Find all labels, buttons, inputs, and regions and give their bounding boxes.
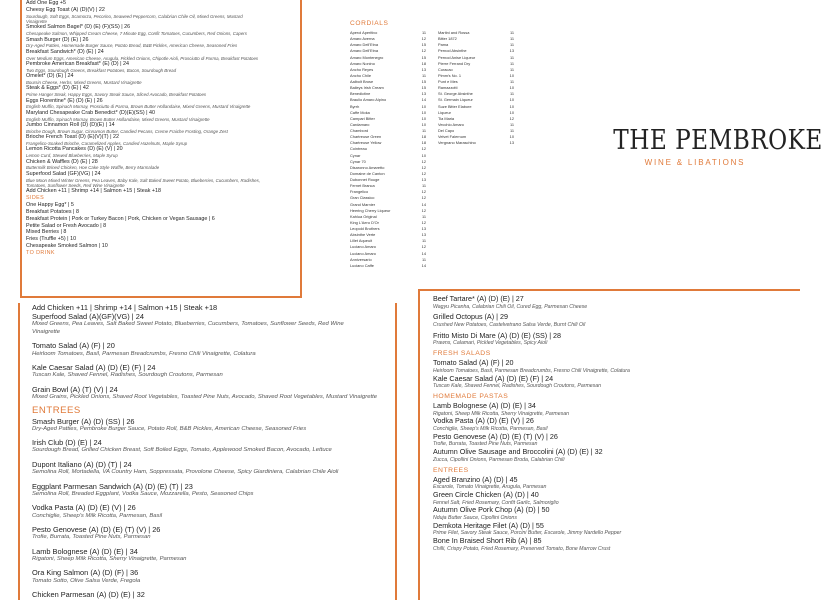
cordial-price: 18 — [421, 60, 426, 66]
menu-item-description: Zucca, Cipollini Onions, Parmesan Broda, Calabrian Chili — [433, 456, 565, 463]
cordial-price: 13 — [421, 226, 426, 231]
side-item: Breakfast Potatoes | 8 — [26, 209, 79, 216]
menu-item-description: Vinaigrette — [26, 19, 47, 24]
cordial-name: Ancho Reyes — [350, 66, 374, 72]
to-drink-heading: TO DRINK — [26, 249, 55, 256]
cordial-price: 12 — [421, 164, 426, 170]
cordial-price: 12 — [421, 158, 426, 164]
menu-item-name: Pesto Genovese (A) (D) (E) (T) (V) | 26 — [32, 525, 161, 535]
menu-item-name: Superfood Salad (GF)(VG) | 24 — [26, 170, 101, 177]
cordial-price: 11 — [421, 256, 426, 262]
menu-item-name: Green Circle Chicken (A) (D) | 40 — [433, 489, 539, 499]
cordial-name: Bitter 1872 — [438, 36, 457, 42]
cordial-name: Amaro Dell'Etna — [350, 42, 378, 48]
menu-item-description: Nduja Butter Sauce, Cipollini Onions — [433, 514, 517, 521]
menu-item-description: Frangelico-Soaked Brioche, Caramelized Apples, Candied Hazelnuts, Maple Syrup — [26, 141, 188, 147]
menu-item-name: Grilled Octopus (A) | 29 — [433, 312, 508, 322]
cordial-name: Amaro Averna — [350, 36, 375, 42]
menu-item-name: Breakfast Sandwich* (D) (E) | 24 — [26, 48, 104, 55]
menu-item-description: Mixed Grains, Pickled Onions, Shaved Root Vegetables, Toasted Pine Nuts, Avocado, Shaved Root Vegetables, Mustard Vinaigrette — [32, 394, 378, 401]
cordial-name: Gran Classico — [350, 195, 375, 201]
cordial-name: King L'Aero D'Or — [350, 219, 379, 225]
menu-item-description: Fennel Salt, Fried Rosemary, Confit Garlic, Salmoriglio — [433, 499, 559, 506]
menu-item-name: Vodka Pasta (A) (D) (E) (V) | 26 — [433, 416, 534, 426]
entrees-heading: ENTREES — [32, 404, 81, 416]
cordial-price: 15 — [421, 79, 426, 84]
side-item: Fries (Truffle +5) | 10 — [26, 236, 77, 243]
menu-item-name: Vodka Pasta (A) (D) (E) (V) | 26 — [32, 503, 136, 513]
cordial-price: 14 — [421, 250, 426, 256]
cordial-price: 13 — [509, 140, 514, 146]
section-heading: HOMEMADE PASTAS — [433, 392, 509, 400]
cordial-name: Chambord — [350, 128, 369, 133]
cordial-price: 11 — [509, 128, 514, 133]
menu-item-name: Aged Branzino (A) (D) | 45 — [433, 474, 518, 484]
cordial-price: 11 — [509, 36, 514, 42]
cordial-row — [438, 140, 514, 146]
cordial-price: 10 — [509, 134, 514, 140]
cordial-name: Amaro Montenegro — [350, 54, 384, 60]
cordial-name: Luciano Amaro — [350, 250, 376, 256]
cordial-price: 12 — [421, 195, 426, 201]
menu-item-name: Grain Bowl (A) (T) (V) | 24 — [32, 384, 118, 394]
cordial-name: Chartreuse Green — [350, 134, 382, 140]
cordials-heading: CORDIALS — [350, 20, 389, 27]
cordial-name: Ancho Chile — [350, 72, 371, 78]
cordial-name: Kahlua Original — [350, 213, 377, 219]
menu-item-name: Irish Club (D) (E) | 24 — [32, 438, 102, 448]
cordial-name: Chartreuse Yellow — [350, 140, 382, 146]
menu-item-description: Trofie, Burrata, Toasted Pine Nuts, Parmesan — [433, 441, 538, 448]
menu-item-description: Brioche Dough, Brown Sugar, Cinnamon Butter, Candied Pecans, Creme Fraiche Frosting, Orange Zest — [26, 128, 228, 134]
menu-item-name: Smoked Salmon Bagel* (D) (E) (F)(SS) | 26 — [26, 24, 131, 31]
menu-item-description: Dry-Aged Patties, Pembroke Burger Sauce, Potato Roll, B&B Pickles, American Cheese, Seasoned Fries — [32, 425, 307, 432]
cordial-price: 10 — [509, 97, 514, 103]
cordial-price: 12 — [421, 189, 426, 195]
cordial-name: Dubonnet Rouge — [350, 177, 380, 182]
cordial-price: 14 — [421, 262, 426, 268]
cordial-name: Braulio Amaro Alpino — [350, 97, 387, 103]
menu-item-name: Lamb Bolognese (A) (D) (E) | 34 — [32, 546, 138, 556]
cordial-price: 11 — [509, 30, 514, 35]
cordial-name: Cynar 70 — [350, 158, 366, 164]
cordial-price: 14 — [421, 201, 426, 207]
menu-item-name: Brioche French Toast (D) (E)(V)(T) | 22 — [26, 134, 119, 141]
cordial-name: Ramazzotti — [438, 85, 458, 91]
cordial-name: Amaro Dell'Etna — [350, 48, 378, 54]
menu-item-name: Eggs Florentine* (E) (D) (E) | 26 — [26, 97, 103, 104]
menu-item-description: Vinaigrette — [32, 328, 61, 335]
menu-item-name: Chicken Parmesan (A) (D) (E) | 32 — [32, 590, 145, 600]
menu-item-description: Over Medium Eggs, American Cheese, Arugula, Pickled Onions, Chipotle Aioli, Prosciutto di Parma, Breakfast Potatoes — [26, 55, 259, 61]
cordial-price: 11 — [509, 42, 514, 48]
cordial-price: 13 — [421, 91, 426, 97]
menu-item-name: Autumn Olive Sausage and Broccolini (A) (D) (E) | 32 — [433, 447, 603, 457]
divider-top-right — [418, 289, 800, 291]
side-item: One Happy Egg* | 5 — [26, 202, 74, 209]
cordial-name: Heering Cherry Liqueur — [350, 207, 391, 213]
section-heading: FRESH SALADS — [433, 350, 491, 358]
divider-bottom-left — [18, 303, 20, 600]
side-item: Mixed Berries | 8 — [26, 229, 67, 236]
cordial-price: 11 — [421, 128, 426, 133]
cordial-price: 10 — [509, 72, 514, 78]
cordial-price: 11 — [509, 60, 514, 66]
menu-item-description: Two Eggs, Sourdough Greens, Breakfast Potatoes, Bacon, Sourdough Bread — [26, 67, 177, 73]
menu-item-name: Pembroke American Breakfast* (E) (D) | 24 — [26, 61, 129, 68]
cordial-price: 12 — [421, 146, 426, 152]
menu-item-description: Prime Filet, Savory Steak Sauce, Porcini Butter, Escarole, Jimmy Nardello Pepper — [433, 530, 622, 537]
cordial-name: Leopold Brothers — [350, 226, 380, 231]
menu-item-description: English Muffin, Spinach Mornay, Brown Butter Hollandaise, Mixed Greens, Mustard Vinaigrette — [26, 116, 210, 122]
breakfast-menu — [26, 0, 298, 300]
cordial-name: Benedictine — [350, 91, 371, 97]
cordial-name: Pernod Absinthe — [438, 48, 467, 54]
cordial-name: Pernod Anise Liqueur — [438, 54, 476, 60]
menu-item-name: Demkota Heritage Filet (A) (D) | 55 — [433, 520, 544, 530]
menu-item-description: Chilli, Crispy Potato, Fried Rosemary, Preserved Tomato, Bone Marrow Crust — [433, 545, 611, 552]
menu-item-name: Add One Egg +5 — [26, 0, 67, 6]
cordial-name: Liqueur — [438, 109, 451, 115]
menu-item-description: Dry-Aged Patties, Homemade Burger Sauce, Potato Bread, B&B Pickles, American Cheese, Seasoned Fries — [26, 43, 238, 49]
menu-item-description: Mixed Greens, Pea Leaves, Salt Baked Sweet Potato, Blueberries, Cucumbers, Tomatoes, Sunflower Seeds, Red Wine — [32, 321, 344, 328]
cordial-price: 12 — [421, 36, 426, 42]
cordial-price: 11 — [509, 66, 514, 72]
cordial-name: Pierre Ferrand Dry — [438, 60, 471, 66]
menu-item-description: Blue Moon Mixed Winter Greens, Pea Leaves, Baby Kale, Salt Baked Sweet Potato, Blueberries, Cucumbers, Radishes, — [26, 177, 261, 183]
lunch-menu-right — [433, 295, 793, 600]
cordial-name: Disaronno Amaretto — [350, 164, 385, 170]
menu-item-name: Add Chicken +11 | Shrimp +14 | Salmon +15 | Steak +18 — [32, 303, 218, 312]
cordial-price: 14 — [421, 97, 426, 103]
cordial-price: 13 — [509, 48, 514, 54]
menu-item-description: Rigatoni, Sheep Milk Ricotta, Sherry Vinaigrette, Parmesan — [32, 555, 187, 562]
menu-item-name: Add Chicken +11 | Shrimp +14 | Salmon +15 | Steak +18 — [26, 188, 162, 195]
menu-item-description: Boursin Cheese, Herbs, Mixed Greens, Mustard Vinaigrette — [26, 80, 142, 86]
cordial-name: Suze Bitter Elabore — [438, 103, 472, 109]
cordial-price: 12 — [421, 207, 426, 213]
cordial-name: Aperol Aperitivo — [350, 30, 378, 35]
cordial-price: 11 — [509, 91, 514, 97]
menu-item-name: Jumbo Cinnamon Roll (D) (D)(E) | 14 — [26, 122, 115, 129]
side-item: Breakfast Protein | Pork or Turkey Bacon | Pork, Chicken or Vegan Sausage | 6 — [26, 215, 215, 222]
lunch-menu-left — [32, 303, 378, 600]
cordial-name: Caffe Moka — [350, 109, 370, 115]
cordial-price: 15 — [421, 54, 426, 60]
cordial-price: 12 — [421, 48, 426, 54]
cordial-name: Fernet Branca — [350, 183, 375, 189]
cordial-price: 15 — [421, 85, 426, 91]
cordial-name: Domaine de Canton — [350, 170, 385, 176]
menu-item-name: Smash Burger (A) (D) (SS) | 26 — [32, 416, 135, 426]
menu-item-name: Cheesy Egg Toast (A) (D)(V) | 22 — [26, 6, 105, 13]
menu-item-description: Escarole, Tomato Vinaigrette, Arugula, Parmesan — [433, 484, 547, 491]
cordial-name: Lillet Aqueuit — [350, 238, 373, 244]
cordial-name: Byrrh — [350, 103, 360, 109]
cordial-price: 12 — [421, 170, 426, 176]
cordial-name: Vecchio Amaro — [438, 121, 464, 127]
cordial-name: Cynar — [350, 152, 361, 158]
menu-item-name: Chicken & Waffles (D) (E) | 28 — [26, 158, 98, 165]
cordial-name: Punt e Mes — [438, 79, 458, 84]
cordial-row — [350, 263, 426, 269]
menu-item-description: Buttermilk Brined Chicken, Hoe Cake Style Waffle, Berry Marmalade — [26, 165, 160, 171]
menu-item-name: Kale Caesar Salad (A) (D) (E) (F) | 24 — [32, 363, 156, 373]
menu-item-description: Sourdough Bread, Grilled Chicken Breast, Soft Boiled Eggs, Tomato, Applewood Smoked Bacon, Avocado, Lettuce — [32, 447, 332, 454]
cordial-name: Amaro Nonino — [350, 60, 375, 66]
menu-item-description: Prawns, Calamari, Pickled Vegetables, Spicy Aioli — [433, 340, 548, 347]
menu-item-description: Tomato Sotto, Olive Salsa Verde, Fregola — [32, 577, 141, 584]
cordial-price: 11 — [509, 54, 514, 60]
cordial-price: 10 — [421, 121, 426, 127]
cordial-name: Frangelico — [350, 189, 369, 195]
cordial-name: Vergnano Maraschino — [438, 140, 476, 146]
menu-item-name: Maryland Chesapeake Crab Benedict* (D)(E)(SS) | 40 — [26, 109, 156, 116]
menu-item-name: Ora King Salmon (A) (D) (F) | 36 — [32, 568, 139, 578]
cordial-name: Luciano Amaro — [350, 244, 376, 250]
menu-item-description: Tuscan Kale, Shaved Fennel, Radishes, Sourdough Croutons, Parmesan — [433, 383, 602, 390]
menu-item-description: Lemon Curd, Stewed Blueberries, Maple Syrup — [26, 153, 118, 159]
divider-bottom-mid-left — [395, 303, 397, 600]
cordial-name: Cardamaro — [350, 121, 370, 127]
cordials-list — [350, 20, 516, 269]
brand-name: THE PEMBROKE — [613, 125, 823, 156]
menu-item-description: Trofie, Burrata, Toasted Pine Nuts, Parmesan — [32, 534, 151, 541]
divider-top-left — [20, 0, 22, 297]
cordial-price: 13 — [421, 177, 426, 182]
cordial-price: 10 — [509, 103, 514, 109]
divider-bottom-mid-right — [418, 290, 420, 600]
menu-item-description: Sourdough, Soft Eggs, Scamorza, Pecorino, Seaweed Peppercorn, Calabrian Chile Oil, Mixed Greens, Mustard — [26, 13, 243, 19]
cordial-price: 11 — [421, 238, 426, 244]
menu-item-description: Prime Hanger Steak, Happy Eggs, Savory Steak Sauce, Sliced Avocado, Breakfast Potatoes — [26, 92, 207, 98]
cordial-name: Anniversario — [350, 256, 372, 262]
menu-item-name: Beef Tartare* (A) (D) (E) | 27 — [433, 294, 524, 303]
menu-item-name: Omelet* (D) (E) | 24 — [26, 73, 74, 80]
cordial-name: Pimm's No. 1 — [438, 72, 462, 78]
menu-item-name: Autumn Olive Pork Chop (A) (D) | 50 — [433, 505, 550, 515]
cordial-name: St. Germain Liqueur — [438, 97, 473, 103]
menu-item-description: Crushed New Potatoes, Castelvetrano Salsa Verde, Burnt Chili Oil — [433, 321, 586, 328]
cordial-name: Curacao — [438, 66, 453, 72]
cordial-price: 10 — [509, 109, 514, 115]
cordial-price: 10 — [421, 152, 426, 158]
menu-item-description: Conchiglie, Sheep's Milk Ricotta, Parmesan, Basil — [32, 512, 163, 519]
cordial-price: 11 — [421, 183, 426, 189]
cordial-price: 11 — [509, 79, 514, 84]
cordial-price: 12 — [421, 219, 426, 225]
divider-top-mid — [300, 0, 302, 297]
cordial-price: 11 — [509, 121, 514, 127]
menu-item-name: Eggplant Parmesan Sandwich (A) (D) (E) (T) | 23 — [32, 481, 193, 491]
cordial-price: 10 — [421, 109, 426, 115]
menu-item-description: Heirloom Tomatoes, Basil, Parmesan Breadcrumbs, Fresno Chili Vinaigrette, Colatura — [433, 367, 630, 374]
cordial-name: Grand Marnier — [350, 201, 376, 207]
menu-item-description: English Muffin, Spinach Mornay, Prosciutto di Parma, Brown Butter Hollandaise, Mixed Greens, Mustard Vinaigrette — [26, 104, 251, 110]
cordial-name: Del Capo — [438, 128, 455, 133]
menu-item-name: Superfood Salad (A)(GF)(VG) | 24 — [32, 312, 144, 322]
cordial-name: Baileys Irish Cream — [350, 85, 384, 91]
menu-item-name: Tomato Salad (A) (F) | 20 — [433, 358, 514, 368]
cordial-name: Martini and Rossa — [438, 30, 470, 35]
cordial-name: Cointreau — [350, 146, 367, 152]
section-heading: ENTREES — [433, 466, 469, 474]
cordial-price: 12 — [509, 115, 514, 121]
menu-item-name: Smash Burger (D) (E) | 26 — [26, 36, 89, 43]
menu-item-description: Heirloom Tomatoes, Basil, Parmesan Breadcrumbs, Fresno Chili Vinaigrette, Colatura — [32, 350, 256, 357]
cordial-price: 15 — [421, 42, 426, 48]
cordial-price: 11 — [421, 72, 426, 78]
cordial-price: 11 — [421, 213, 426, 219]
menu-item-description: Conchiglie, Sheep's Milk Ricotta, Parmesan, Basil — [433, 425, 548, 432]
cordial-name: Pama — [438, 42, 449, 48]
menu-item-description: Wagyu Picanha, Calabrian Chili Oil, Cured Egg, Parmesan Cheese — [433, 303, 588, 310]
cordial-price: 13 — [421, 232, 426, 238]
menu-item-description: Tomatoes, Sunflower Seeds, Red Wine Vinaigrette — [26, 183, 125, 189]
cordial-price: 10 — [421, 115, 426, 121]
cordial-price: 11 — [421, 30, 426, 35]
cordial-name: Aalbolt Brose — [350, 79, 374, 84]
menu-item-name: Steak & Eggs* (D) (E) | 42 — [26, 85, 89, 92]
menu-item-description: Semolina Roll, Breaded Eggplant, Vodka Sauce, Mozzarella, Pesto, Seasoned Chips — [32, 490, 254, 497]
menu-item-description: Rigatoni, Sheep Milk Ricotta, Sherry Vinaigrette, Parmesan — [433, 410, 569, 417]
cordial-price: 10 — [509, 85, 514, 91]
cordial-name: Absinthe Verte — [350, 232, 376, 238]
cordial-price: 10 — [421, 103, 426, 109]
menu-item-name: Fritto Misto Di Mare (A) (D) (E) (SS) | 28 — [433, 330, 562, 340]
cordials-column-1 — [350, 30, 426, 269]
brand-tagline: WINE & LIBATIONS — [644, 158, 746, 167]
cordial-price: 18 — [421, 140, 426, 146]
menu-item-name: Bone In Braised Short Rib (A) | 85 — [433, 536, 542, 546]
menu-item-name: Lemon Ricotta Pancakes (D) (E) (V) | 20 — [26, 146, 123, 153]
menu-item-description: Semolina Roll, Mortadella, VA Country Ham, Soppressata, Provolone Cheese, Spicy Giardiniera, Calabrian Chile Aioli — [32, 469, 339, 476]
cordial-price: 18 — [421, 134, 426, 140]
menu-item-description: Tuscan Kale, Shaved Fennel, Radishes, Sourdough Croutons, Parmesan — [32, 372, 223, 379]
menu-item-name: Dupont Italiano (A) (D) (T) | 24 — [32, 459, 132, 469]
cordials-column-2 — [438, 30, 514, 269]
side-item: Chesapeake Smoked Salmon | 10 — [26, 243, 108, 250]
cordial-price: 13 — [421, 66, 426, 72]
cordial-name: Tia Maria — [438, 115, 455, 121]
cordial-name: Campari Bitter — [350, 115, 375, 121]
menu-item-description: Chesapeake Salmon, Whipped Cream Cheese, 7 Minute Egg, Confit Tomatoes, Cucumbers, Red Onions, Capers — [26, 31, 247, 37]
menu-item-name: Tomato Salad (A) (F) | 20 — [32, 341, 115, 351]
cordial-name: Velvet Falernum — [438, 134, 467, 140]
cordial-price: 12 — [421, 244, 426, 250]
side-item: Petite Salad or Fresh Avocado | 8 — [26, 222, 107, 229]
cordial-name: Luciano Caffe — [350, 262, 374, 268]
cordial-name: St. George Absinthe — [438, 91, 473, 97]
sides-heading: SIDES — [26, 195, 45, 202]
menu-item-name: Kale Caesar Salad (A) (D) (E) (F) | 24 — [433, 373, 554, 383]
menu-item-name: Lamb Bolognese (A) (D) (E) | 34 — [433, 400, 536, 410]
menu-item-name: Pesto Genovese (A) (D) (E) (T) (V) | 26 — [433, 431, 558, 441]
brand-logo — [600, 125, 823, 167]
